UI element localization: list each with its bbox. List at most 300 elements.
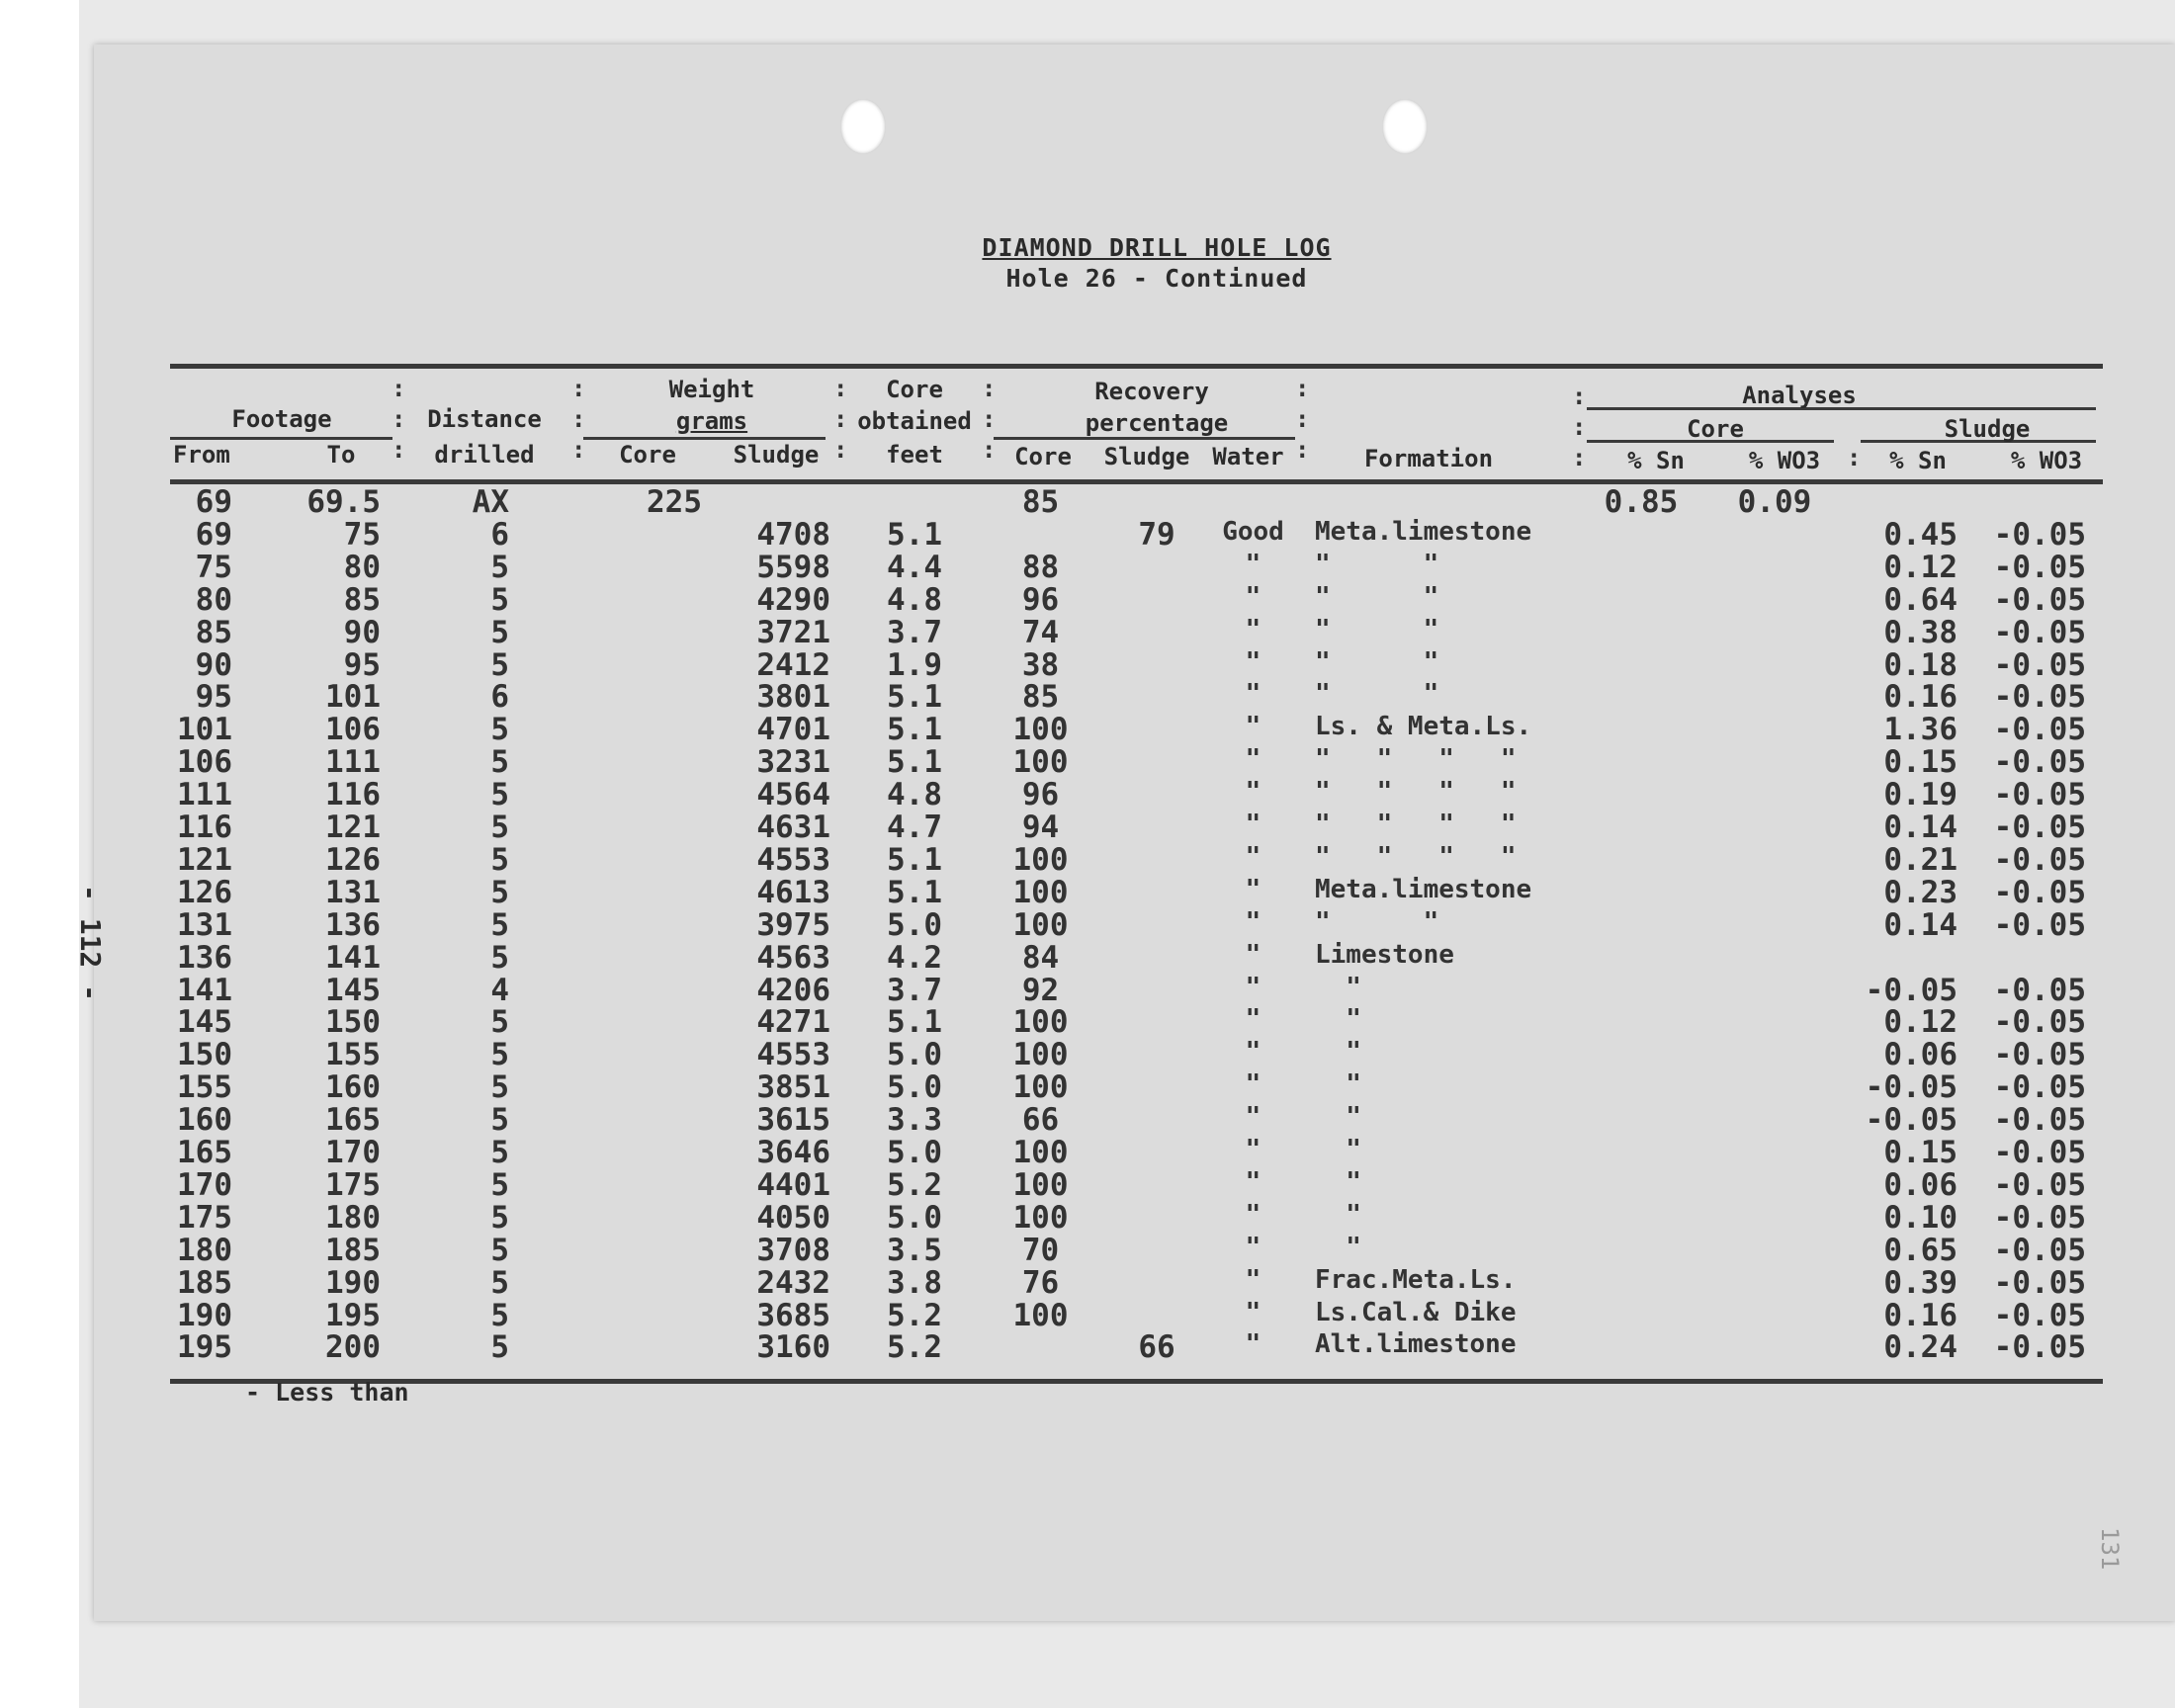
core-recovery-cell: 92 [1021,972,1060,1008]
water-recovery-cell: " [1245,1135,1262,1164]
sludge-weight-cell: 3231 [756,744,830,781]
sludge-weight-cell: 2432 [756,1264,830,1301]
sludge-wo3-cell: -0.05 [1993,581,2086,618]
footage-to-cell: 126 [325,841,381,878]
water-recovery-cell: " [1245,1297,1262,1327]
core-recovery-cell: 85 [1021,484,1060,520]
footage-to-cell: 106 [325,712,381,748]
footage-from-cell: 195 [177,1329,232,1366]
formation-cell: " [1315,1004,1361,1035]
formation-cell: " " [1315,679,1439,710]
core-obtained-cell: 5.1 [887,679,942,716]
core-recovery-cell: 100 [1012,1004,1069,1041]
sludge-sn-cell: 0.65 [1883,1232,1958,1268]
sludge-weight-cell: 3708 [756,1232,830,1268]
header-recovery-sludge: Sludge [1103,443,1190,470]
sludge-sn-cell: 0.39 [1883,1264,1958,1301]
sludge-weight-cell: 4708 [756,516,830,553]
footage-to-cell: 101 [325,679,381,716]
sludge-wo3-cell: -0.05 [1993,679,2086,716]
distance-drilled-cell: 6 [490,679,509,716]
formation-cell: Alt.limestone [1315,1329,1517,1360]
water-recovery-cell: " [1245,1102,1262,1133]
sludge-sn-cell: 0.16 [1883,1297,1958,1333]
water-recovery-cell: " [1245,712,1262,742]
formation-cell: " [1315,1135,1361,1164]
sludge-sn-cell: -0.05 [1865,972,1958,1008]
core-obtained-cell: 1.9 [887,646,942,683]
core-obtained-cell: 3.7 [887,972,942,1008]
table-row [0,1037,2175,1073]
sludge-wo3-cell: -0.05 [1993,972,2086,1008]
sludge-sn-cell: 0.64 [1883,581,1958,618]
footage-from-cell: 180 [177,1232,232,1268]
distance-drilled-cell: 5 [490,1264,509,1301]
footage-from-cell: 131 [177,906,232,943]
header-percentage: percentage [1085,409,1229,437]
sludge-sn-cell: -0.05 [1865,1102,1958,1139]
formation-cell: Ls.Cal.& Dike [1315,1297,1517,1327]
table-row [0,1329,2175,1366]
footage-to-cell: 90 [343,614,381,650]
footage-from-cell: 69 [195,516,232,553]
table-row [0,1135,2175,1170]
header-core-wo3: % WO3 [1748,447,1821,474]
footage-from-cell: 85 [195,614,232,650]
formation-cell: " [1315,972,1361,1002]
sludge-wo3-cell: -0.05 [1993,614,2086,650]
footage-from-cell: 155 [177,1069,232,1106]
distance-drilled-cell: 5 [490,939,509,976]
formation-cell: Meta.limestone [1315,516,1532,547]
core-recovery-cell: 70 [1021,1232,1060,1268]
sludge-wo3-cell: -0.05 [1993,1297,2086,1333]
document-title: DIAMOND DRILL HOLE LOG [982,233,1332,262]
footage-from-cell: 136 [177,939,232,976]
core-recovery-cell: 38 [1021,646,1060,683]
sludge-wo3-cell: -0.05 [1993,712,2086,748]
table-row [0,777,2175,813]
footage-from-cell: 150 [177,1037,232,1073]
water-recovery-cell: " [1245,581,1262,612]
sludge-wo3-cell: -0.05 [1993,1037,2086,1073]
water-recovery-cell: " [1245,549,1262,579]
footage-to-cell: 185 [325,1232,381,1268]
sludge-sn-cell: 0.12 [1883,1004,1958,1041]
table-row [0,906,2175,943]
formation-cell: " " [1315,549,1439,579]
table-row [0,1102,2175,1139]
table-row [0,1199,2175,1236]
core-recovery-cell: 85 [1021,679,1060,716]
water-recovery-cell: " [1245,1232,1262,1262]
formation-cell: " " [1315,581,1439,612]
footage-from-cell: 165 [177,1135,232,1170]
formation-cell: Limestone [1315,939,1454,970]
header-grams: grams [675,407,748,435]
footage-to-cell: 136 [325,906,381,943]
core-obtained-cell: 5.2 [887,1329,942,1366]
footage-to-cell: 200 [325,1329,381,1366]
sludge-sn-cell: 0.10 [1883,1199,1958,1236]
sludge-wo3-cell: -0.05 [1993,1264,2086,1301]
core-recovery-cell: 84 [1021,939,1060,976]
header-analyses-core: Core [1687,415,1744,443]
distance-drilled-cell: 5 [490,1102,509,1139]
sludge-wo3-cell: -0.05 [1993,1069,2086,1106]
sludge-sn-cell: 0.23 [1883,874,1958,910]
sludge-wo3-cell: -0.05 [1993,1004,2086,1041]
distance-drilled-cell: 5 [490,1166,509,1203]
core-recovery-cell: 100 [1012,1199,1069,1236]
formation-cell: " " " " [1315,777,1517,808]
footage-from-cell: 116 [177,810,232,845]
core-obtained-cell: 5.0 [887,906,942,943]
core-recovery-cell: 88 [1021,549,1060,585]
sludge-sn-cell: -0.05 [1865,1069,1958,1106]
core-recovery-cell: 100 [1012,1069,1069,1106]
water-recovery-cell: " [1245,874,1262,904]
footage-to-cell: 155 [325,1037,381,1073]
separator-column: : [1847,444,1862,471]
table-row [0,1232,2175,1268]
page-number: - 112 - [74,885,107,1002]
formation-cell: " " " " [1315,841,1517,872]
core-recovery-cell: 66 [1021,1102,1060,1139]
table-row [0,972,2175,1008]
distance-drilled-cell: 5 [490,810,509,845]
table-row [0,841,2175,878]
core-obtained-cell: 4.2 [887,939,942,976]
sludge-weight-cell: 4271 [756,1004,830,1041]
core-recovery-cell: 100 [1012,841,1069,878]
sludge-recovery-cell: 79 [1138,516,1175,553]
footage-to-cell: 145 [325,972,381,1008]
table-row [0,1166,2175,1203]
header-core-sn: % Sn [1627,447,1685,474]
core-obtained-cell: 4.8 [887,581,942,618]
header-feet: feet [886,441,943,469]
footage-to-cell: 165 [325,1102,381,1139]
separator-column: : : : [982,375,997,464]
footage-from-cell: 111 [177,777,232,813]
core-obtained-cell: 5.0 [887,1135,942,1170]
footage-from-cell: 126 [177,874,232,910]
water-recovery-cell: " [1245,972,1262,1002]
core-obtained-cell: 3.8 [887,1264,942,1301]
sludge-sn-cell: 0.45 [1883,516,1958,553]
footage-to-cell: 180 [325,1199,381,1236]
sludge-weight-cell: 3851 [756,1069,830,1106]
header-recovery-core: Core [1014,443,1072,470]
header-sludge-sn: % Sn [1889,447,1947,474]
core-obtained-cell: 5.1 [887,841,942,878]
sludge-weight-cell: 4564 [756,777,830,813]
sludge-weight-cell: 4701 [756,712,830,748]
table-row [0,1069,2175,1106]
distance-drilled-cell: 5 [490,1297,509,1333]
footage-to-cell: 80 [343,549,381,585]
footage-to-cell: 141 [325,939,381,976]
formation-cell: " " " " [1315,744,1517,775]
sludge-wo3-cell: -0.05 [1993,516,2086,553]
sludge-wo3-cell: -0.05 [1993,1166,2086,1203]
sludge-weight-cell: 4613 [756,874,830,910]
table-row [0,712,2175,748]
footage-to-cell: 121 [325,810,381,845]
water-recovery-cell: " [1245,810,1262,839]
core-obtained-cell: 3.3 [887,1102,942,1139]
sludge-wo3-cell: -0.05 [1993,1232,2086,1268]
footage-from-cell: 190 [177,1297,232,1333]
sludge-wo3-cell: -0.05 [1993,744,2086,781]
table-row [0,744,2175,781]
sludge-sn-cell: 0.18 [1883,646,1958,683]
core-obtained-cell: 3.7 [887,614,942,650]
core-obtained-cell: 5.1 [887,1004,942,1041]
footage-from-cell: 95 [195,679,232,716]
footnote: - Less than [245,1378,409,1407]
water-recovery-cell: " [1245,1037,1262,1068]
formation-cell: " [1315,1037,1361,1068]
water-recovery-cell: " [1245,906,1262,937]
table-row [0,484,2175,520]
header-formation: Formation [1363,445,1494,472]
sludge-sn-cell: 0.14 [1883,906,1958,943]
sludge-sn-cell: 0.38 [1883,614,1958,650]
footage-from-cell: 75 [195,549,232,585]
footage-from-cell: 170 [177,1166,232,1203]
sludge-wo3-cell: -0.05 [1993,1102,2086,1139]
water-recovery-cell: " [1245,1166,1262,1197]
formation-cell: Ls. & Meta.Ls. [1315,712,1532,742]
sludge-weight-cell: 4553 [756,841,830,878]
sludge-weight-cell: 3975 [756,906,830,943]
distance-drilled-cell: 5 [490,841,509,878]
formation-cell: " [1315,1102,1361,1133]
sludge-weight-cell: 4553 [756,1037,830,1073]
water-recovery-cell: " [1245,777,1262,808]
footage-to-cell: 160 [325,1069,381,1106]
sludge-weight-cell: 3801 [756,679,830,716]
sludge-sn-cell: 0.15 [1883,744,1958,781]
water-recovery-cell: " [1245,646,1262,677]
core-recovery-cell: 100 [1012,712,1069,748]
sludge-weight-cell: 3721 [756,614,830,650]
header-footage: Footage [231,405,332,433]
sludge-weight-cell: 3615 [756,1102,830,1139]
core-recovery-cell: 100 [1012,744,1069,781]
distance-drilled-cell: 5 [490,1232,509,1268]
archive-stamp-number: 131 [2096,1527,2124,1571]
footage-from-cell: 106 [177,744,232,781]
table-row [0,810,2175,845]
footage-from-cell: 175 [177,1199,232,1236]
footage-from-cell: 90 [195,646,232,683]
footage-to-cell: 85 [343,581,381,618]
sludge-weight-cell: 3685 [756,1297,830,1333]
distance-drilled-cell: 5 [490,549,509,585]
core-obtained-cell: 5.2 [887,1297,942,1333]
sludge-weight-cell: 4290 [756,581,830,618]
core-obtained-cell: 3.5 [887,1232,942,1268]
table-row [0,1004,2175,1041]
core-recovery-cell: 100 [1012,1037,1069,1073]
water-recovery-cell: " [1245,1264,1262,1295]
core-obtained-cell: 5.1 [887,712,942,748]
water-recovery-cell: Good [1222,516,1284,547]
table-row [0,516,2175,553]
sludge-sn-cell: 0.06 [1883,1037,1958,1073]
table-row [0,1297,2175,1333]
document-subtitle: Hole 26 - Continued [1005,264,1308,294]
water-recovery-cell: " [1245,1004,1262,1035]
core-recovery-cell: 96 [1021,777,1060,813]
distance-drilled-cell: 5 [490,906,509,943]
core-obtained-cell: 4.8 [887,777,942,813]
sludge-sn-cell: 0.19 [1883,777,1958,813]
core-obtained-cell: 5.0 [887,1037,942,1073]
distance-drilled-cell: 5 [490,581,509,618]
core-recovery-cell: 76 [1021,1264,1060,1301]
table-row [0,646,2175,683]
distance-drilled-cell: AX [472,484,509,520]
distance-drilled-cell: 5 [490,1329,509,1366]
core-obtained-cell: 5.0 [887,1069,942,1106]
table-row [0,679,2175,716]
distance-drilled-cell: 5 [490,712,509,748]
formation-cell: Frac.Meta.Ls. [1315,1264,1517,1295]
distance-drilled-cell: 5 [490,1037,509,1073]
footage-from-cell: 80 [195,581,232,618]
footage-from-cell: 121 [177,841,232,878]
sludge-weight-cell: 4631 [756,810,830,845]
distance-drilled-cell: 5 [490,1004,509,1041]
sludge-sn-cell: 0.24 [1883,1329,1958,1366]
core-weight-cell: 225 [647,484,702,520]
sludge-wo3-cell: -0.05 [1993,549,2086,585]
sludge-weight-cell: 4206 [756,972,830,1008]
sludge-wo3-cell: -0.05 [1993,1199,2086,1236]
header-core-obtained: Core [886,376,943,403]
footage-from-cell: 160 [177,1102,232,1139]
sludge-sn-cell: 0.15 [1883,1135,1958,1170]
sludge-wo3-cell: -0.05 [1993,1135,2086,1170]
sludge-weight-cell: 3160 [756,1329,830,1366]
core-recovery-cell: 94 [1021,810,1060,845]
core-obtained-cell: 5.0 [887,1199,942,1236]
formation-cell: " [1315,1232,1361,1262]
header-recovery-water: Water [1212,443,1284,470]
water-recovery-cell: " [1245,1199,1262,1230]
header-weight-core: Core [619,441,676,469]
core-wo3-cell: 0.09 [1737,484,1812,520]
water-recovery-cell: " [1245,939,1262,970]
sludge-weight-cell: 3646 [756,1135,830,1170]
separator-column: : : : [571,375,586,464]
footage-to-cell: 195 [325,1297,381,1333]
header-recovery: Recovery [1094,378,1209,405]
sludge-sn-cell: 0.16 [1883,679,1958,716]
sludge-sn-cell: 1.36 [1883,712,1958,748]
core-recovery-cell: 96 [1021,581,1060,618]
footage-from-cell: 145 [177,1004,232,1041]
sludge-recovery-cell: 66 [1138,1329,1175,1366]
separator-column: : : : [833,375,848,464]
distance-drilled-cell: 5 [490,614,509,650]
footage-to-cell: 190 [325,1264,381,1301]
table-row [0,874,2175,910]
distance-drilled-cell: 5 [490,777,509,813]
core-recovery-cell: 74 [1021,614,1060,650]
table-row [0,1264,2175,1301]
sludge-sn-cell: 0.12 [1883,549,1958,585]
sludge-sn-cell: 0.21 [1883,841,1958,878]
header-to: To [326,441,356,469]
footage-to-cell: 111 [325,744,381,781]
separator-column: : : : [1295,375,1310,464]
core-obtained-cell: 5.1 [887,516,942,553]
footage-to-cell: 69.5 [306,484,381,520]
distance-drilled-cell: 6 [490,516,509,553]
separator-column: : : : [1572,383,1587,471]
header-analyses: Analyses [1742,382,1857,409]
sludge-wo3-cell: -0.05 [1993,810,2086,845]
water-recovery-cell: " [1245,744,1262,775]
table-row [0,581,2175,618]
core-obtained-cell: 4.7 [887,810,942,845]
core-recovery-cell: 100 [1012,906,1069,943]
footage-from-cell: 141 [177,972,232,1008]
footage-from-cell: 101 [177,712,232,748]
header-distance: Distance [427,405,542,433]
separator-column: : : : [392,375,406,464]
sludge-wo3-cell: -0.05 [1993,906,2086,943]
core-recovery-cell: 100 [1012,1166,1069,1203]
sludge-wo3-cell: -0.05 [1993,841,2086,878]
core-obtained-cell: 5.1 [887,744,942,781]
core-obtained-cell: 5.1 [887,874,942,910]
sludge-sn-cell: 0.14 [1883,810,1958,845]
header-drilled: drilled [434,441,535,469]
footage-to-cell: 175 [325,1166,381,1203]
sludge-weight-cell: 4563 [756,939,830,976]
header-weight: Weight [668,376,755,403]
distance-drilled-cell: 5 [490,646,509,683]
sludge-weight-cell: 2412 [756,646,830,683]
footage-to-cell: 116 [325,777,381,813]
distance-drilled-cell: 5 [490,874,509,910]
distance-drilled-cell: 5 [490,1069,509,1106]
distance-drilled-cell: 5 [490,1135,509,1170]
core-recovery-cell: 100 [1012,874,1069,910]
water-recovery-cell: " [1245,614,1262,644]
footage-from-cell: 69 [195,484,232,520]
sludge-wo3-cell: -0.05 [1993,646,2086,683]
footage-to-cell: 75 [343,516,381,553]
formation-cell: Meta.limestone [1315,874,1532,904]
core-obtained-cell: 4.4 [887,549,942,585]
formation-cell: " " [1315,906,1439,937]
sludge-wo3-cell: -0.05 [1993,874,2086,910]
table-row [0,614,2175,650]
core-obtained-cell: 5.2 [887,1166,942,1203]
formation-cell: " [1315,1166,1361,1197]
header-from: From [173,441,230,469]
core-sn-cell: 0.85 [1604,484,1679,520]
footage-to-cell: 95 [343,646,381,683]
formation-cell: " " [1315,646,1439,677]
